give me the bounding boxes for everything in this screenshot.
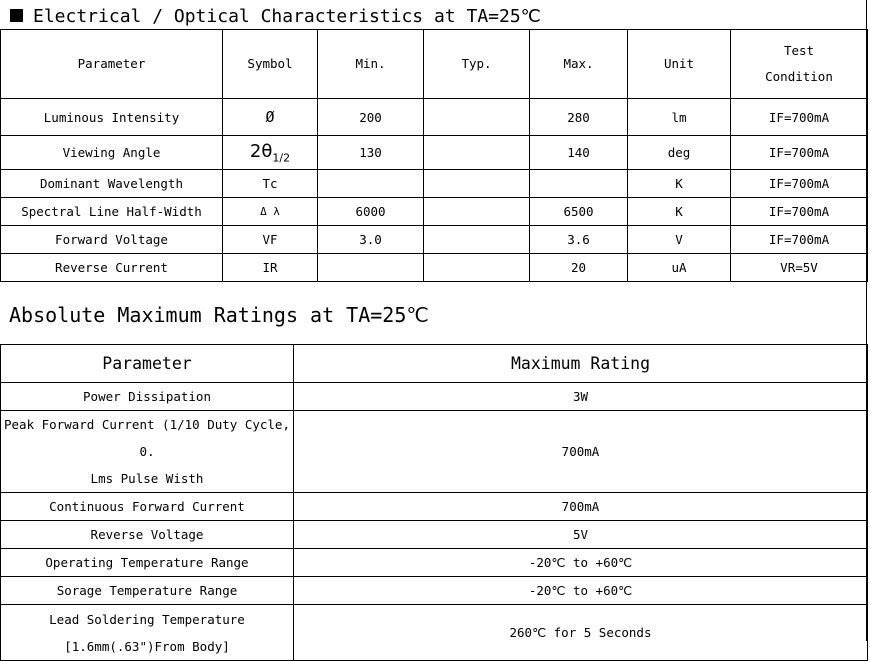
cell-rating: 3W (294, 383, 868, 411)
cell-parameter: Operating Temperature Range (1, 549, 294, 577)
cell-unit: K (628, 198, 731, 226)
parameter-line1: Lead Soldering Temperature (49, 611, 245, 627)
section1-title (10, 6, 541, 28)
cell-min (318, 170, 424, 198)
cell-rating: -20℃ to +60℃ (294, 549, 868, 577)
cell-rating: 700mA (294, 411, 868, 493)
header-typ: Typ. (424, 30, 530, 99)
section1-title-text: Electrical / Optical Characteristics at TA=25℃ (33, 6, 541, 27)
cell-condition: IF=700mA (731, 226, 868, 254)
header-parameter: Parameter (1, 345, 294, 383)
cell-parameter: Power Dissipation (1, 383, 294, 411)
table-header-row (1, 345, 868, 383)
table-row (1, 136, 868, 170)
table-row (1, 493, 868, 521)
cell-min (318, 254, 424, 282)
header-test-line1: Test (783, 43, 815, 58)
table-row (1, 577, 868, 605)
cell-parameter: Viewing Angle (1, 136, 223, 170)
cell-symbol: Δ λ (223, 198, 318, 226)
cell-rating: 5V (294, 521, 868, 549)
cell-symbol: Ø (223, 99, 318, 136)
cell-min: 200 (318, 99, 424, 136)
parameter-line2: [1.6mm(.63")From Body] (64, 638, 230, 654)
cell-parameter: Luminous Intensity (1, 99, 223, 136)
cell-max (530, 170, 628, 198)
cell-parameter: Forward Voltage (1, 226, 223, 254)
cell-min: 130 (318, 136, 424, 170)
cell-symbol: Tc (223, 170, 318, 198)
cell-parameter: Sorage Temperature Range (1, 577, 294, 605)
cell-typ (424, 170, 530, 198)
cell-parameter: Continuous Forward Current (1, 493, 294, 521)
parameter-line1: Peak Forward Current (1/10 Duty Cycle, 0. (4, 417, 290, 459)
cell-typ (424, 99, 530, 136)
cell-unit: K (628, 170, 731, 198)
page-right-border (866, 0, 867, 641)
header-test-condition (731, 30, 868, 99)
cell-max: 6500 (530, 198, 628, 226)
cell-parameter: Spectral Line Half-Width (1, 198, 223, 226)
header-parameter: Parameter (1, 30, 223, 99)
cell-parameter: Dominant Wavelength (1, 170, 223, 198)
header-min: Min. (318, 30, 424, 99)
cell-typ (424, 198, 530, 226)
header-symbol: Symbol (223, 30, 318, 99)
header-unit: Unit (628, 30, 731, 99)
cell-typ (424, 136, 530, 170)
cell-parameter: Reverse Voltage (1, 521, 294, 549)
square-bullet-icon (10, 9, 23, 22)
table-row (1, 198, 868, 226)
cell-unit: uA (628, 254, 731, 282)
header-maximum-rating: Maximum Rating (294, 345, 868, 383)
cell-condition: IF=700mA (731, 170, 868, 198)
section2-title: Absolute Maximum Ratings at TA=25℃ (9, 303, 429, 327)
cell-typ (424, 226, 530, 254)
table-row (1, 549, 868, 577)
cell-parameter: Reverse Current (1, 254, 223, 282)
cell-unit: deg (628, 136, 731, 170)
cell-parameter (1, 605, 294, 661)
electrical-optical-table (0, 29, 868, 282)
table-row (1, 521, 868, 549)
cell-symbol: IR (223, 254, 318, 282)
table-header-row (1, 30, 868, 99)
table-row (1, 605, 868, 661)
cell-condition: IF=700mA (731, 136, 868, 170)
cell-min: 3.0 (318, 226, 424, 254)
cell-unit: V (628, 226, 731, 254)
cell-max: 280 (530, 99, 628, 136)
table-row (1, 99, 868, 136)
parameter-line2: Lms Pulse Wisth (90, 471, 204, 486)
table-row (1, 226, 868, 254)
cell-typ (424, 254, 530, 282)
cell-condition: IF=700mA (731, 99, 868, 136)
cell-rating: -20℃ to +60℃ (294, 577, 868, 605)
cell-max: 3.6 (530, 226, 628, 254)
table-row (1, 170, 868, 198)
cell-condition: VR=5V (731, 254, 868, 282)
cell-unit: lm (628, 99, 731, 136)
header-max: Max. (530, 30, 628, 99)
table-row (1, 383, 868, 411)
table-row (1, 411, 868, 493)
cell-symbol (223, 136, 318, 170)
table-row (1, 254, 868, 282)
cell-parameter (1, 411, 294, 493)
cell-max: 20 (530, 254, 628, 282)
cell-min: 6000 (318, 198, 424, 226)
symbol-sub: 1/2 (272, 151, 291, 165)
cell-max: 140 (530, 136, 628, 170)
symbol-main: 2θ (249, 140, 273, 162)
header-test-line2: Condition (765, 69, 833, 84)
cell-rating: 260℃ for 5 Seconds (294, 605, 868, 661)
cell-symbol: VF (223, 226, 318, 254)
absolute-maximum-ratings-table (0, 344, 868, 661)
cell-rating: 700mA (294, 493, 868, 521)
cell-condition: IF=700mA (731, 198, 868, 226)
